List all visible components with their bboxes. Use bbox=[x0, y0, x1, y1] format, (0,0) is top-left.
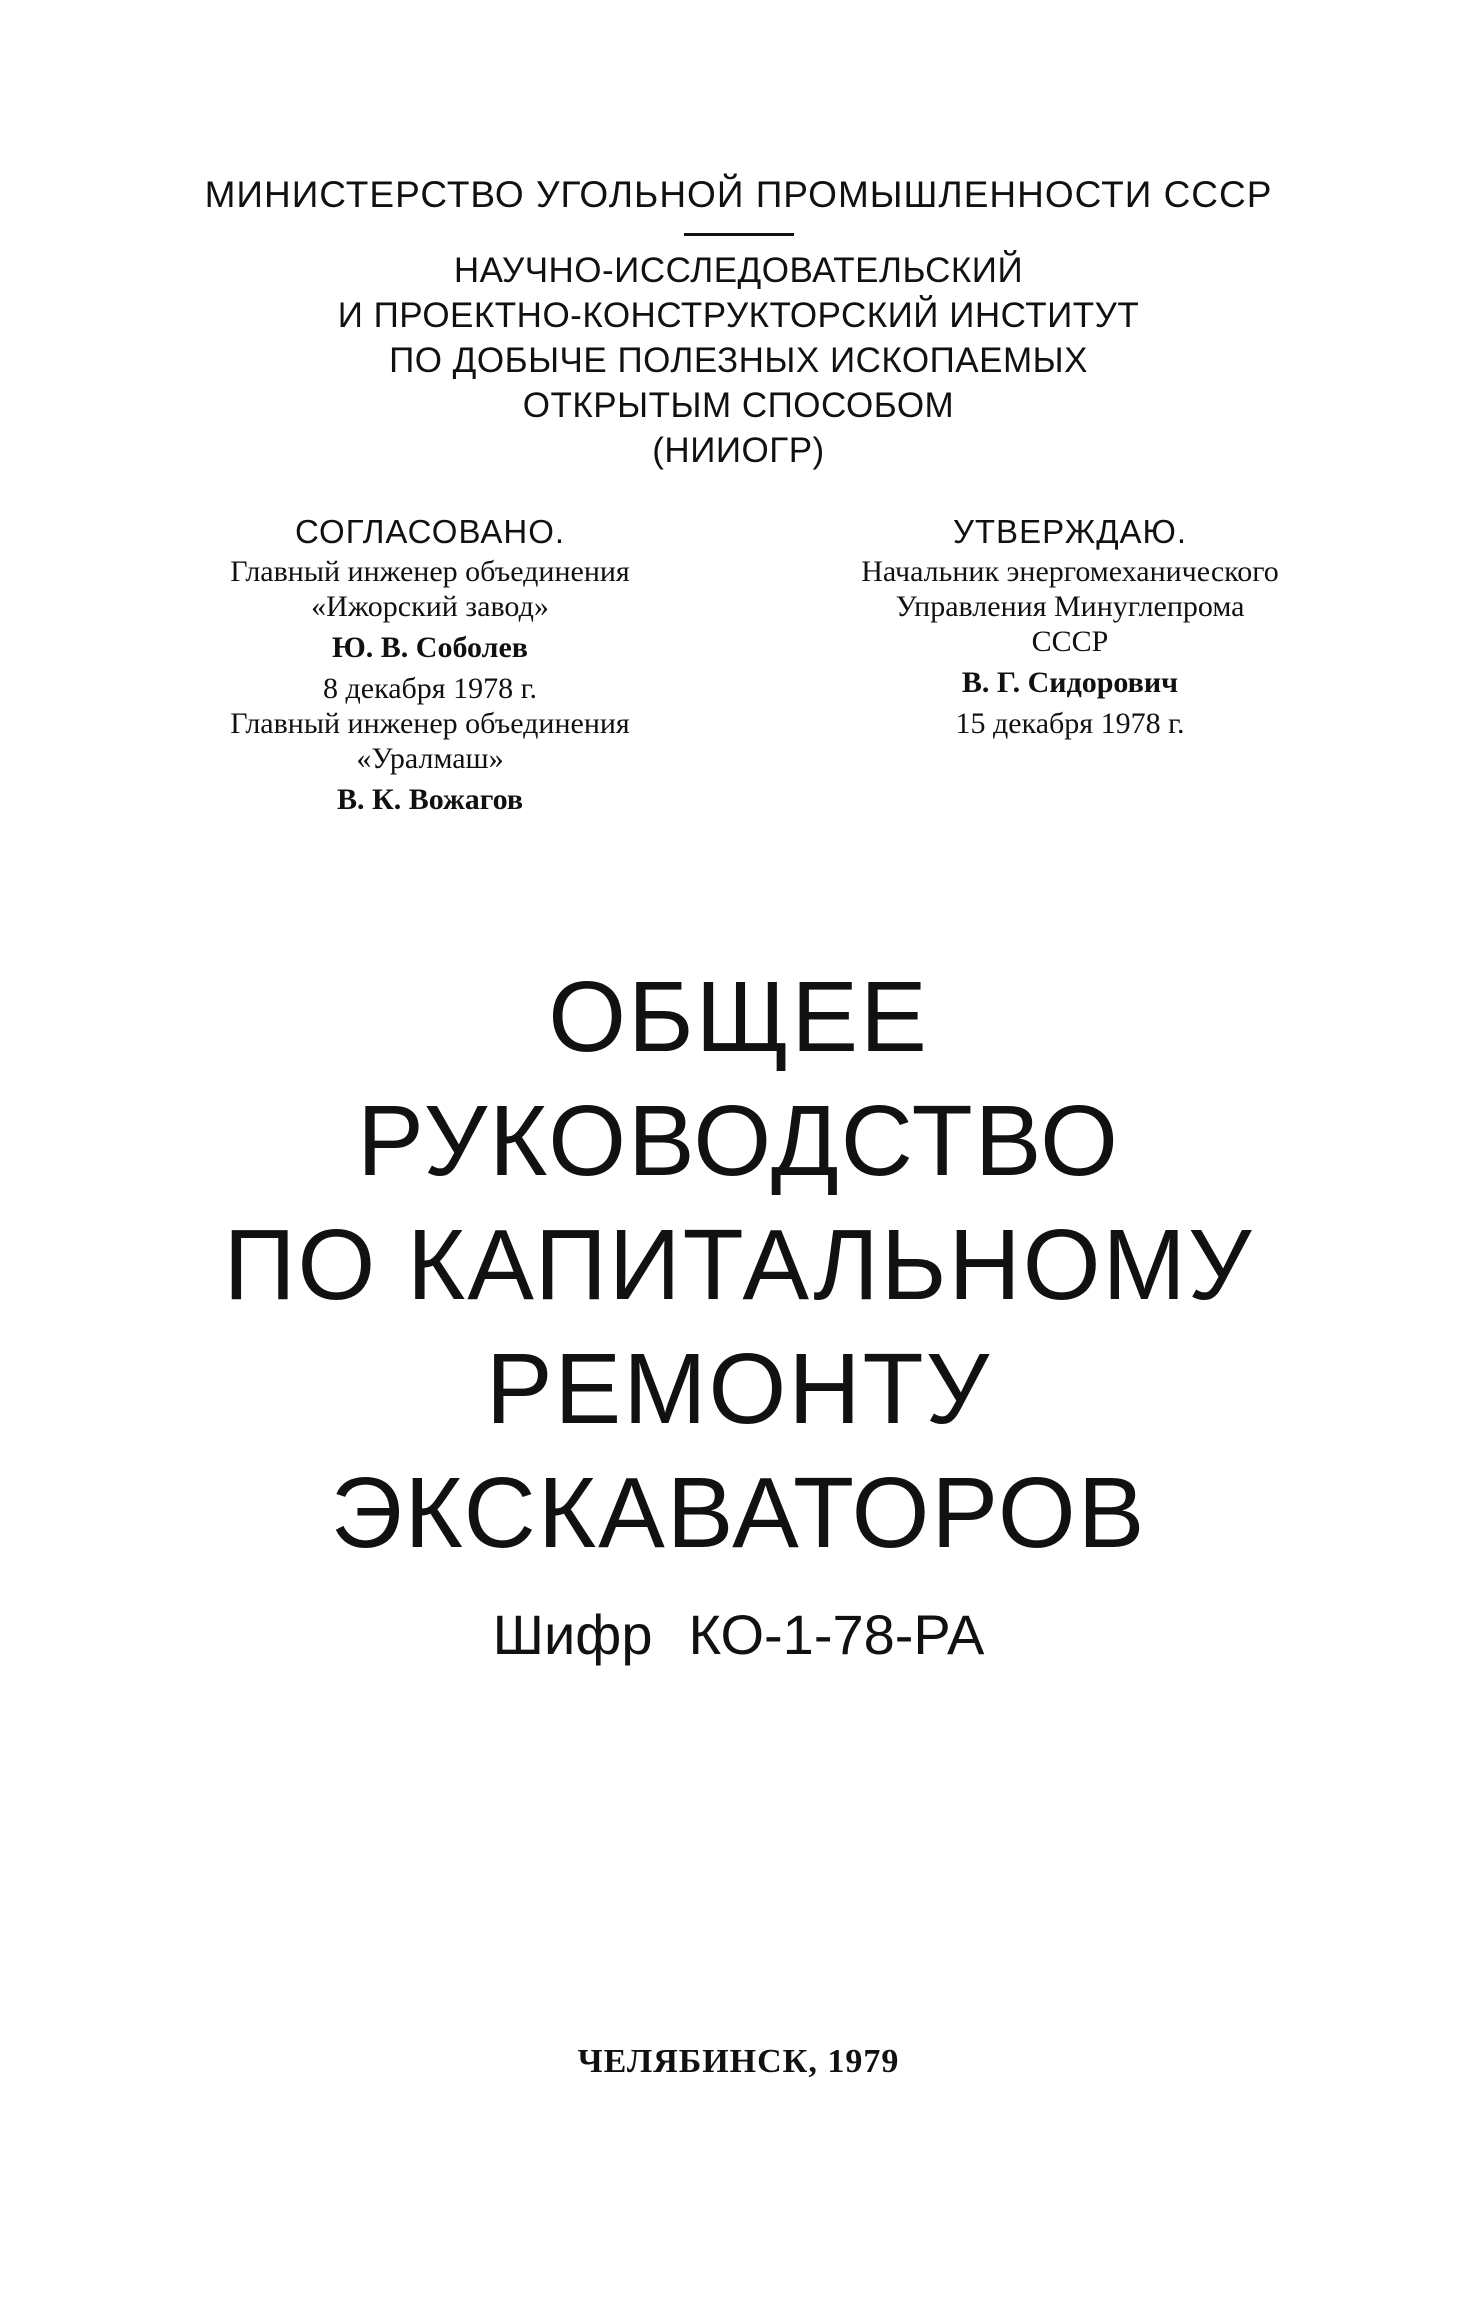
agreed-position: Главный инженер объединения bbox=[230, 555, 630, 588]
agreed-organization: «Ижорский завод» bbox=[311, 590, 549, 623]
document-cipher bbox=[0, 1600, 1477, 1670]
ministry-name: МИНИСТЕРСТВО УГОЛЬНОЙ ПРОМЫШЛЕННОСТИ СССР bbox=[204, 174, 1273, 215]
title-line: РУКОВОДСТВО bbox=[357, 1085, 1120, 1197]
institute-line: И ПРОЕКТНО-КОНСТРУКТОРСКИЙ ИНСТИТУТ bbox=[337, 296, 1140, 335]
approved-signatory: В. Г. Сидорович bbox=[961, 666, 1179, 699]
title-line: ЭКСКАВАТОРОВ bbox=[330, 1457, 1147, 1569]
institute-line: ОТКРЫТЫМ СПОСОБОМ bbox=[522, 386, 955, 425]
agreed-signatory: Ю. В. Соболев bbox=[331, 631, 528, 664]
institute-line: НАУЧНО-ИССЛЕДОВАТЕЛЬСКИЙ bbox=[453, 251, 1024, 290]
approved-organization: Управления Минуглепрома bbox=[895, 590, 1245, 623]
title-line: ПО КАПИТАЛЬНОМУ bbox=[223, 1209, 1254, 1321]
document-title bbox=[0, 955, 1477, 1575]
agreed-organization: «Уралмаш» bbox=[356, 742, 504, 775]
header-divider bbox=[684, 233, 794, 236]
agreed-date: 8 декабря 1978 г. bbox=[323, 672, 537, 705]
cipher-label: Шифр bbox=[492, 1603, 653, 1666]
approved-block bbox=[760, 510, 1380, 741]
cipher-code: КО-1-78-РА bbox=[688, 1603, 985, 1666]
approved-organization: СССР bbox=[1031, 625, 1109, 658]
publication-place-year: ЧЕЛЯБИНСК, 1979 bbox=[577, 2043, 900, 2080]
approved-position: Начальник энергомеханического bbox=[861, 555, 1279, 588]
approved-heading: УТВЕРЖДАЮ. bbox=[952, 513, 1188, 550]
institute-name bbox=[0, 248, 1477, 473]
agreed-block bbox=[130, 510, 730, 823]
title-line: РЕМОНТУ bbox=[485, 1333, 992, 1445]
title-line: ОБЩЕЕ bbox=[548, 961, 929, 1073]
agreed-signatory: В. К. Вожагов bbox=[336, 783, 524, 816]
approved-date: 15 декабря 1978 г. bbox=[955, 707, 1185, 740]
agreed-heading: СОГЛАСОВАНО. bbox=[294, 513, 566, 550]
institute-abbreviation: (НИИОГР) bbox=[652, 431, 825, 470]
institute-line: ПО ДОБЫЧЕ ПОЛЕЗНЫХ ИСКОПАЕМЫХ bbox=[389, 341, 1088, 380]
agreed-position: Главный инженер объединения bbox=[230, 707, 630, 740]
